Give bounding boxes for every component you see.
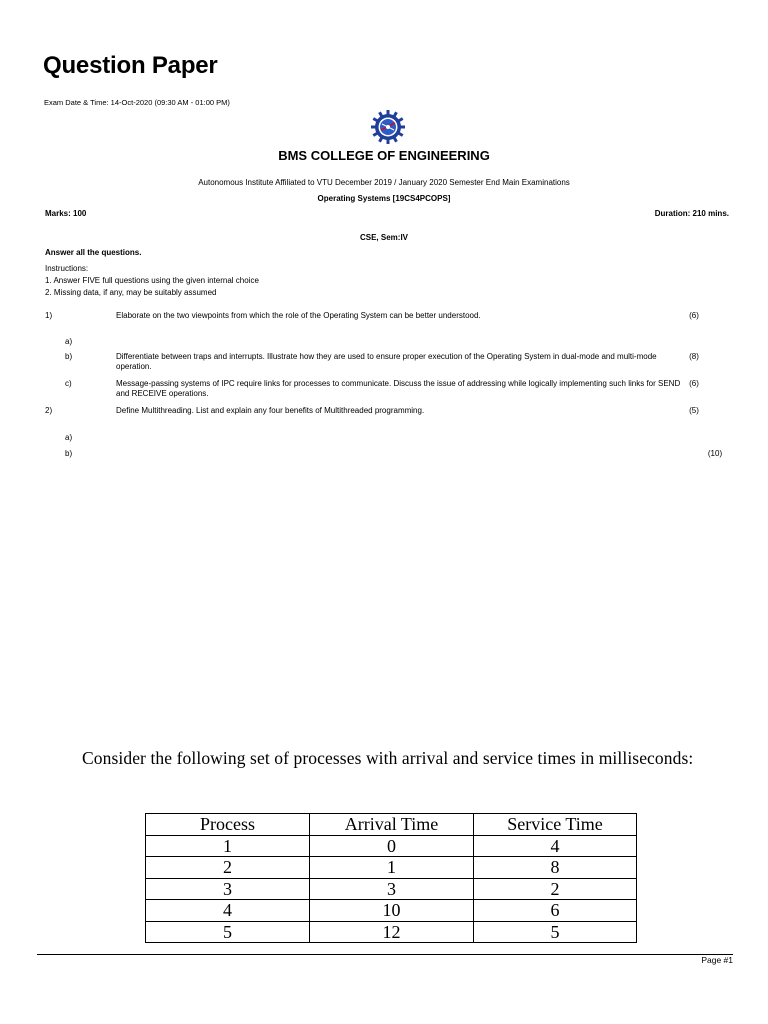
table-row [146, 900, 637, 922]
table-cell: 12 [310, 921, 474, 943]
footer-divider [37, 954, 733, 955]
question-marks: (6) [689, 311, 699, 320]
duration-label: Duration: 210 mins. [654, 209, 729, 218]
table-cell: 3 [310, 878, 474, 900]
question-marks: (8) [689, 352, 699, 361]
course-title: Operating Systems [19CS4PCOPS] [317, 194, 451, 203]
question-text: Differentiate between traps and interrupts. Illustrate how they are used to ensure proper execution of the Operating System in dual-mode and multi-mode operation. [116, 352, 657, 371]
table-header-row [146, 814, 637, 836]
exam-datetime: Exam Date & Time: 14-Oct-2020 (09:30 AM - 01:00 PM) [44, 98, 230, 107]
sub-question-label: a) [65, 337, 73, 346]
table-header-cell: Process [146, 814, 310, 836]
table-cell: 2 [474, 878, 637, 900]
table-cell: 4 [474, 835, 637, 857]
college-logo [370, 109, 406, 145]
instruction-item: 2. Missing data, if any, may be suitably assumed [45, 288, 217, 297]
table-cell: 1 [310, 857, 474, 879]
table-cell: 4 [146, 900, 310, 922]
question-number: 2) [45, 406, 53, 415]
page-title: Question Paper [43, 52, 218, 79]
question-text: Message-passing systems of IPC require links for processes to communicate. Discuss the issue of addressing while logically implementing such links for SEND and RECEIVE operations. [116, 379, 681, 398]
page-number: Page #1 [701, 955, 733, 965]
table-cell: 5 [146, 921, 310, 943]
instructions-heading: Answer all the questions. [45, 248, 142, 257]
table-cell: 0 [310, 835, 474, 857]
college-name: BMS COLLEGE OF ENGINEERING [278, 148, 490, 163]
question-number: 1) [45, 311, 53, 320]
college-gear-emblem-icon [370, 109, 406, 145]
question-marks: (5) [689, 406, 699, 415]
branch-semester: CSE, Sem:IV [359, 233, 408, 242]
question-marks: (10) [707, 449, 723, 458]
sub-question-label: c) [65, 379, 72, 388]
table-row [146, 857, 637, 879]
question-text: Elaborate on the two viewpoints from which the role of the Operating System can be better understood. [116, 311, 481, 320]
table-cell: 10 [310, 900, 474, 922]
process-table [145, 813, 637, 943]
marks-label: Marks: 100 [45, 209, 87, 218]
table-header-cell: Service Time [474, 814, 637, 836]
scanned-question-text: Consider the following set of processes with arrival and service times in milliseconds: [82, 748, 694, 768]
table-cell: 8 [474, 857, 637, 879]
question-marks: (6) [689, 379, 699, 388]
instruction-item: 1. Answer FIVE full questions using the given internal choice [45, 276, 259, 285]
table-row [146, 878, 637, 900]
table-cell: 6 [474, 900, 637, 922]
instructions-label: Instructions: [45, 264, 89, 273]
table-header-cell: Arrival Time [310, 814, 474, 836]
sub-question-label: a) [65, 433, 73, 442]
question-text: Define Multithreading. List and explain any four benefits of Multithreaded programming. [116, 406, 425, 415]
sub-question-label: b) [65, 352, 73, 361]
table-cell: 3 [146, 878, 310, 900]
table-cell: 1 [146, 835, 310, 857]
table-cell: 5 [474, 921, 637, 943]
affiliation-line: Autonomous Institute Affiliated to VTU December 2019 / January 2020 Semester End Main Examinations [198, 178, 570, 187]
table-row [146, 921, 637, 943]
sub-question-label: b) [65, 449, 73, 458]
table-cell: 2 [146, 857, 310, 879]
table-row [146, 835, 637, 857]
